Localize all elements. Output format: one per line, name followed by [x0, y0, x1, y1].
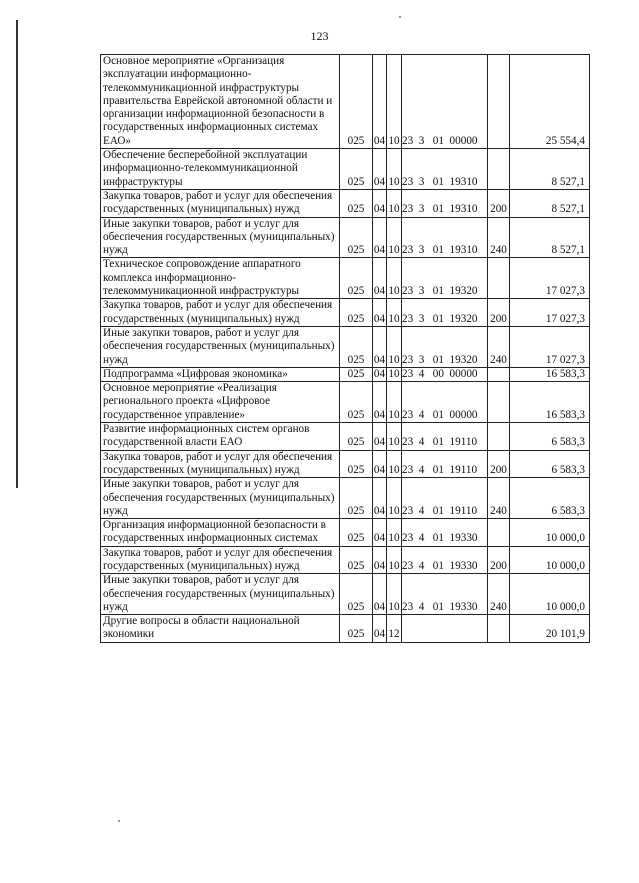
section-code: 04 — [373, 367, 386, 380]
expense-type-code — [488, 55, 510, 149]
program-code: 23 4 01 19110 — [402, 478, 488, 519]
section-code: 04 — [373, 574, 387, 615]
table-row — [101, 55, 590, 149]
expense-type-code: 240 — [488, 478, 510, 519]
subsection-code: 10 — [387, 258, 402, 299]
expense-type-code — [488, 519, 510, 547]
row-name: Развитие информационных систем органов государственной власти ЕАО — [101, 423, 340, 451]
section-code: 04 — [373, 299, 387, 327]
table-row — [101, 546, 590, 574]
row-name: Иные закупки товаров, работ и услуг для обеспечения государственных (муниципальных) нужд — [101, 574, 340, 615]
expense-type-code: 200 — [488, 189, 510, 217]
section-code: 04 — [373, 423, 387, 451]
expense-type-code — [488, 423, 510, 451]
ministry-code: 025 — [340, 326, 373, 367]
row-name: Иные закупки товаров, работ и услуг для обеспечения государственных (муниципальных) нужд — [101, 326, 340, 367]
program-code: 23 4 01 19330 — [402, 519, 488, 547]
ministry-code: 025 — [340, 367, 373, 381]
section-code: 04 — [373, 149, 387, 190]
amount: 17 027,3 — [510, 299, 590, 327]
ministry-code: 025 — [340, 299, 373, 327]
row-name: Подпрограмма «Цифровая экономика» — [101, 367, 340, 381]
expense-type-code: 240 — [488, 326, 510, 367]
expense-type-code: 200 — [488, 450, 510, 478]
program-code: 23 3 01 19310 — [402, 189, 488, 217]
expense-type-code: 240 — [488, 217, 510, 258]
left-margin-rule — [16, 20, 18, 488]
table-row — [101, 149, 590, 190]
section-code: 04 — [373, 189, 387, 217]
subsection-code: 10 — [387, 574, 402, 615]
amount: 6 583,3 — [510, 478, 590, 519]
ministry-code: 025 — [340, 189, 373, 217]
row-name: Другие вопросы в области национальной экономики — [101, 615, 340, 643]
program-code: 23 3 01 19320 — [402, 258, 488, 299]
subsection-code: 12 — [387, 615, 402, 643]
expense-type-code — [488, 382, 510, 423]
subsection-code: 10 — [388, 367, 400, 380]
table-row — [101, 258, 590, 299]
subsection-code: 10 — [387, 189, 402, 217]
table-row — [101, 615, 590, 643]
subsection-code: 10 — [387, 326, 402, 367]
page-number: 123 — [310, 29, 329, 43]
subsection-code: 10 — [387, 450, 402, 478]
scan-speck — [399, 16, 401, 18]
table-row — [101, 189, 590, 217]
table-row — [101, 367, 590, 381]
row-name: Закупка товаров, работ и услуг для обеспечения государственных (муниципальных) нужд — [101, 450, 340, 478]
program-code: 23 3 01 00000 — [402, 55, 488, 149]
program-code: 23 3 01 19310 — [402, 149, 488, 190]
ministry-code: 025 — [340, 450, 373, 478]
amount: 17 027,3 — [510, 326, 590, 367]
program-code: 23 4 01 19110 — [402, 450, 488, 478]
amount: 6 583,3 — [510, 423, 590, 451]
table-row — [101, 217, 590, 258]
section-code: 04 — [373, 258, 387, 299]
table-row — [101, 382, 590, 423]
ministry-code: 025 — [340, 423, 373, 451]
subsection-code: 10 — [387, 217, 402, 258]
section-code: 04 — [373, 382, 387, 423]
program-code: 23 4 01 00000 — [402, 382, 488, 423]
subsection-code: 10 — [387, 519, 402, 547]
row-name: Иные закупки товаров, работ и услуг для обеспечения государственных (муниципальных) нужд — [101, 478, 340, 519]
table-row — [101, 299, 590, 327]
section-code: 04 — [373, 450, 387, 478]
amount: 16 583,3 — [510, 367, 590, 381]
amount: 25 554,4 — [510, 55, 590, 149]
ministry-code: 025 — [340, 546, 373, 574]
row-name: Иные закупки товаров, работ и услуг для обеспечения государственных (муниципальных) нужд — [101, 217, 340, 258]
table-row — [101, 326, 590, 367]
amount: 8 527,1 — [510, 189, 590, 217]
ministry-code: 025 — [340, 478, 373, 519]
program-code: 23 4 01 19330 — [402, 574, 488, 615]
amount: 16 583,3 — [510, 382, 590, 423]
amount: 10 000,0 — [510, 546, 590, 574]
expense-type-code — [488, 367, 510, 381]
amount: 17 027,3 — [510, 258, 590, 299]
amount: 8 527,1 — [510, 149, 590, 190]
row-name: Организация информационной безопасности в государственных информационных системах — [101, 519, 340, 547]
ministry-code: 025 — [340, 217, 373, 258]
program-code: 23 3 01 19320 — [402, 299, 488, 327]
budget-table-body — [101, 55, 590, 643]
table-row — [101, 519, 590, 547]
subsection-code: 10 — [387, 299, 402, 327]
subsection-code: 10 — [387, 478, 402, 519]
row-name: Закупка товаров, работ и услуг для обеспечения государственных (муниципальных) нужд — [101, 546, 340, 574]
ministry-code: 025 — [340, 55, 373, 149]
subsection-code: 10 — [387, 55, 402, 149]
row-name: Обеспечение бесперебойной эксплуатации информационно-телекоммуникационной инфраструктуры — [101, 149, 340, 190]
program-code: 23 4 00 00000 — [402, 367, 488, 381]
table-row — [101, 423, 590, 451]
section-code: 04 — [373, 519, 387, 547]
amount: 6 583,3 — [510, 450, 590, 478]
expense-type-code: 240 — [488, 574, 510, 615]
program-code: 23 3 01 19310 — [402, 217, 488, 258]
subsection-code: 10 — [387, 423, 402, 451]
scan-speck — [118, 820, 120, 822]
table-row — [101, 574, 590, 615]
program-code — [402, 615, 488, 643]
amount: 10 000,0 — [510, 519, 590, 547]
ministry-code: 025 — [340, 258, 373, 299]
program-code: 23 4 01 19110 — [402, 423, 488, 451]
row-name: Закупка товаров, работ и услуг для обеспечения государственных (муниципальных) нужд — [101, 189, 340, 217]
program-code: 23 4 01 19330 — [402, 546, 488, 574]
section-code: 04 — [373, 55, 387, 149]
ministry-code: 025 — [340, 149, 373, 190]
row-name: Основное мероприятие «Организация эксплуатации информационно-телекоммуникационной инфраструктуры правительства Еврейской автономной области и организации информационной безопасности в государственных информационных системах ЕАО» — [101, 55, 340, 149]
expense-type-code — [488, 258, 510, 299]
subsection-code: 10 — [387, 382, 402, 423]
subsection-code: 10 — [387, 546, 402, 574]
expense-type-code — [488, 149, 510, 190]
ministry-code: 025 — [340, 519, 373, 547]
section-code: 04 — [373, 478, 387, 519]
table-row — [101, 450, 590, 478]
program-code: 23 3 01 19320 — [402, 326, 488, 367]
ministry-code: 025 — [340, 382, 373, 423]
ministry-code: 025 — [340, 574, 373, 615]
section-code: 04 — [373, 546, 387, 574]
budget-table — [100, 54, 590, 643]
row-name: Техническое сопровождение аппаратного комплекса информационно-телекоммуникационной инфраструктуры — [101, 258, 340, 299]
table-row — [101, 478, 590, 519]
amount: 10 000,0 — [510, 574, 590, 615]
expense-type-code: 200 — [488, 546, 510, 574]
expense-type-code — [488, 615, 510, 643]
row-name: Основное мероприятие «Реализация регионального проекта «Цифровое государственное управление» — [101, 382, 340, 423]
amount: 20 101,9 — [510, 615, 590, 643]
row-name: Закупка товаров, работ и услуг для обеспечения государственных (муниципальных) нужд — [101, 299, 340, 327]
section-code: 04 — [373, 217, 387, 258]
amount: 8 527,1 — [510, 217, 590, 258]
subsection-code: 10 — [387, 149, 402, 190]
expense-type-code: 200 — [488, 299, 510, 327]
ministry-code: 025 — [340, 615, 373, 643]
section-code: 04 — [373, 326, 387, 367]
section-code: 04 — [373, 615, 387, 643]
